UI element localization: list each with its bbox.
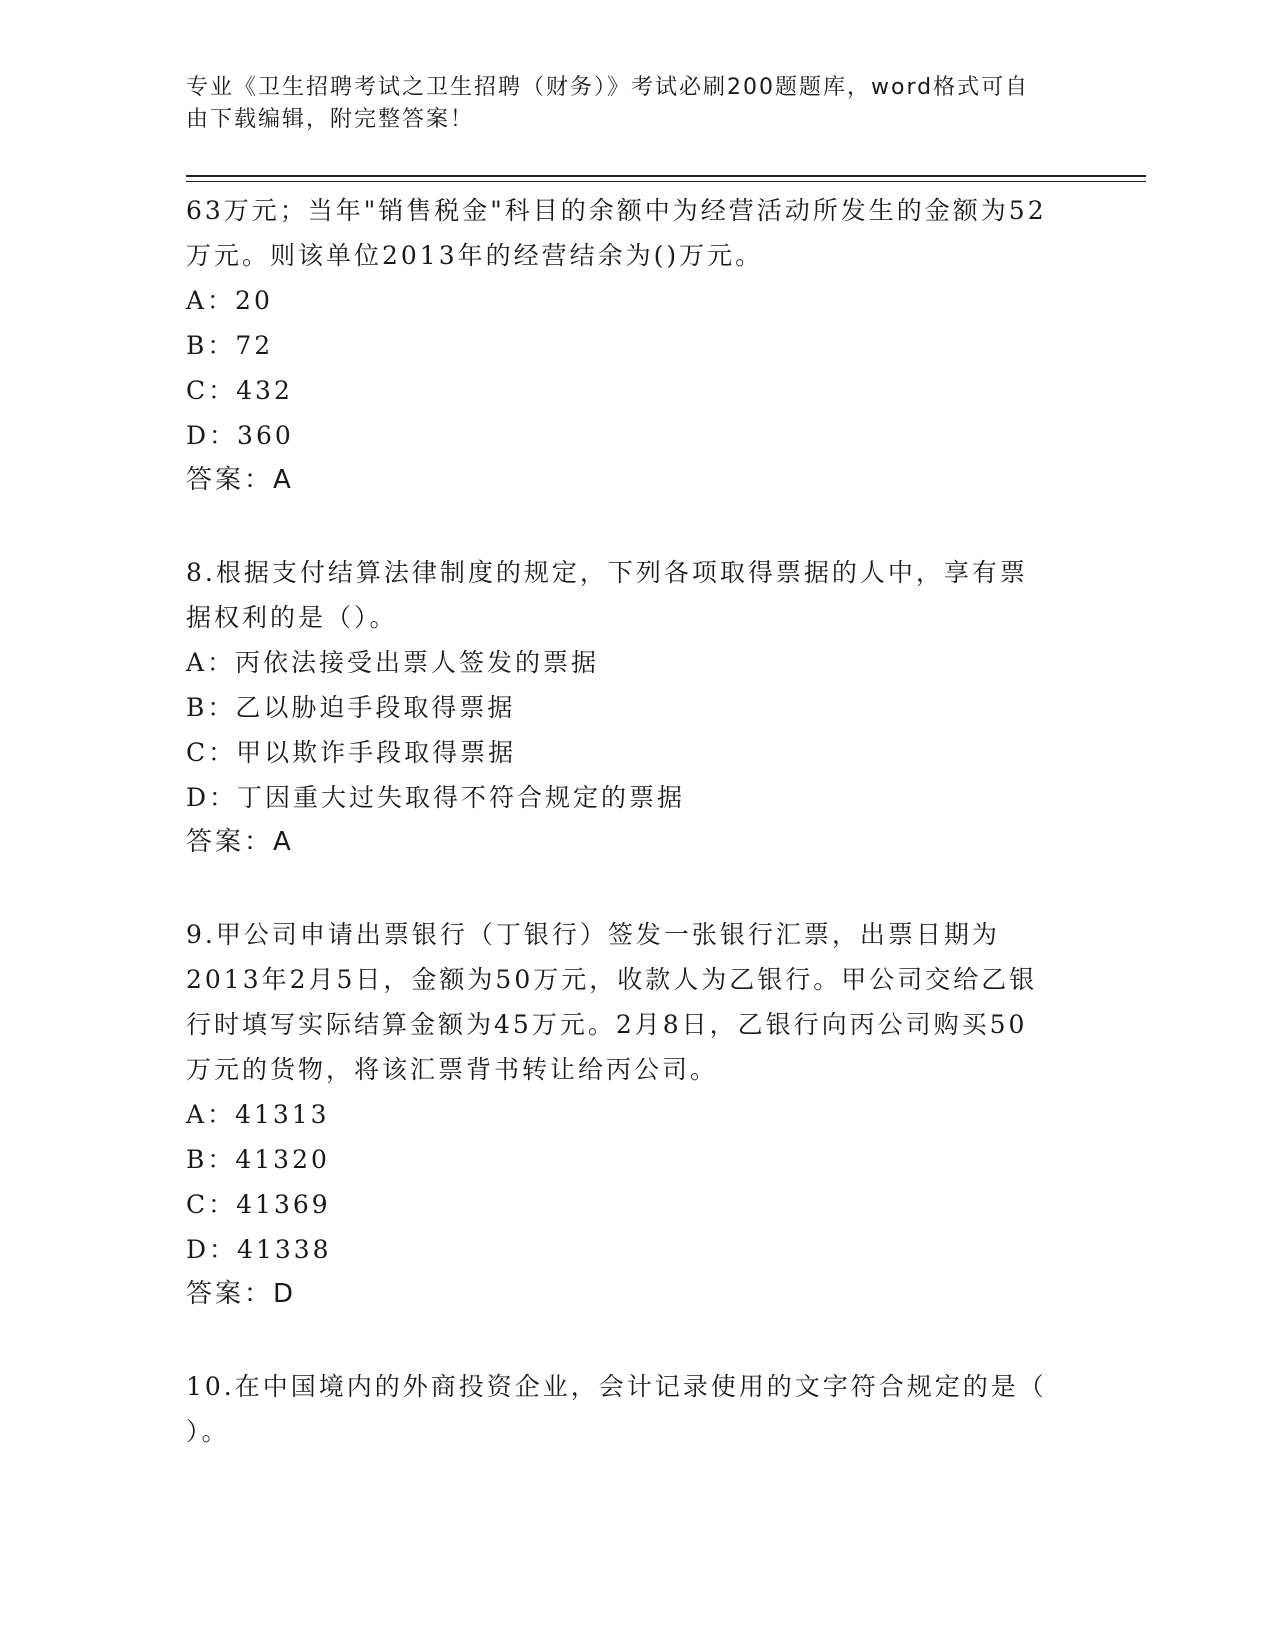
question-text-line: 2013年2月5日，金额为50万元，收款人为乙银行。甲公司交给乙银: [186, 965, 1038, 994]
section-gap: [186, 1317, 1086, 1364]
option-b: B：72: [186, 331, 274, 360]
header-divider-thick: [186, 175, 1146, 177]
header-line-2: 由下载编辑，附完整答案！: [186, 107, 475, 132]
option-d: D：360: [186, 421, 294, 450]
document-body: [186, 188, 1086, 1454]
answer-label: 答案：A: [186, 465, 294, 495]
answer-label: 答案：A: [186, 827, 294, 857]
option-b: B：乙以胁迫手段取得票据: [186, 693, 516, 722]
option-a: A：丙依法接受出票人签发的票据: [186, 648, 600, 677]
option-c: C：432: [186, 376, 293, 405]
option-c: C：甲以欺诈手段取得票据: [186, 738, 517, 767]
question-9: [186, 912, 1086, 1317]
question-text-line: 63万元；当年"销售税金"科目的余额中为经营活动所发生的金额为52: [186, 196, 1047, 225]
section-gap: [186, 503, 1086, 550]
question-text-line: 9.甲公司申请出票银行（丁银行）签发一张银行汇票，出票日期为: [186, 920, 1000, 949]
header-line-1: 专业《卫生招聘考试之卫生招聘（财务）》考试必刷200题题库，word格式可自: [186, 75, 1030, 100]
section-gap: [186, 865, 1086, 912]
question-text-line: ）。: [186, 1417, 230, 1446]
question-text-line: 行时填写实际结算金额为45万元。2月8日，乙银行向丙公司购买50: [186, 1010, 1028, 1039]
question-text-line: 万元的货物，将该汇票背书转让给丙公司。: [186, 1055, 719, 1084]
option-c: C：41369: [186, 1190, 331, 1219]
option-a: A：20: [186, 286, 273, 315]
question-10: [186, 1364, 1086, 1454]
document-header: [186, 72, 1066, 136]
question-text-line: 据权利的是（）。: [186, 603, 398, 632]
answer-label: 答案：D: [186, 1279, 297, 1309]
option-b: B：41320: [186, 1145, 330, 1174]
question-text-line: 10.在中国境内的外商投资企业，会计记录使用的文字符合规定的是（: [186, 1372, 1047, 1401]
question-text-line: 8.根据支付结算法律制度的规定，下列各项取得票据的人中，享有票: [186, 558, 1028, 587]
option-a: A：41313: [186, 1100, 330, 1129]
question-continued: [186, 188, 1086, 503]
option-d: D：丁因重大过失取得不符合规定的票据: [186, 783, 686, 812]
question-8: [186, 550, 1086, 865]
question-text-line: 万元。则该单位2013年的经营结余为()万元。: [186, 241, 764, 270]
option-d: D：41338: [186, 1235, 332, 1264]
header-divider-thin: [186, 181, 1146, 182]
